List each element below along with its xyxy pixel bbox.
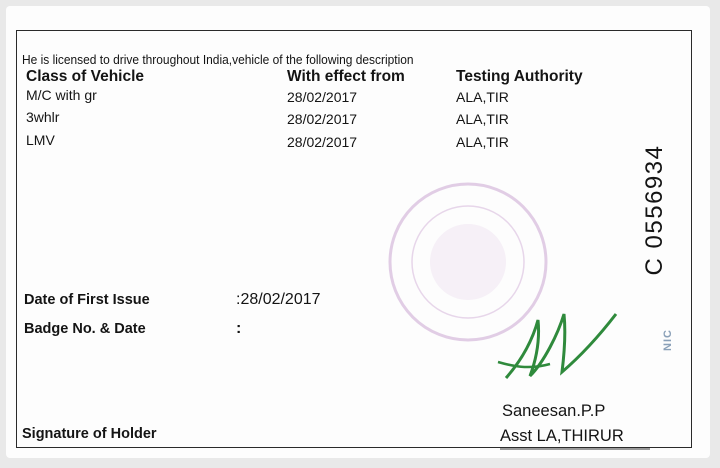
row-1-date: 28/02/2017 <box>287 89 358 105</box>
row-2-class: 3whlr <box>26 109 60 125</box>
badge-label: Badge No. & Date <box>24 321 146 337</box>
row-3-date: 28/02/2017 <box>287 134 358 150</box>
first-issue-label: Date of First Issue <box>24 292 150 308</box>
badge-value: : <box>236 320 242 337</box>
holder-signature-label: Signature of Holder <box>22 426 157 442</box>
officer-title: Asst LA,THIRUR <box>500 427 624 445</box>
license-intro-text: He is licensed to drive throughout India,vehicle of the following description <box>22 52 414 67</box>
row-3-authority: ALA,TIR <box>456 134 509 150</box>
serial-number: C 0556934 <box>641 144 668 276</box>
class-of-vehicle-header: Class of Vehicle <box>26 68 145 85</box>
row-1-authority: ALA,TIR <box>456 89 509 105</box>
first-issue-value: :28/02/2017 <box>236 291 321 308</box>
officer-signature <box>492 300 622 390</box>
officer-name: Saneesan.P.P <box>502 402 606 420</box>
nic-mark: NIC <box>662 329 674 351</box>
row-2-date: 28/02/2017 <box>287 111 358 127</box>
testing-authority-header: Testing Authority <box>456 68 583 85</box>
row-3-class: LMV <box>26 132 55 148</box>
effect-from-header: With effect from <box>287 68 405 85</box>
bottom-divider <box>500 448 650 450</box>
row-2-authority: ALA,TIR <box>456 111 509 127</box>
row-1-class: M/C with gr <box>26 87 97 103</box>
